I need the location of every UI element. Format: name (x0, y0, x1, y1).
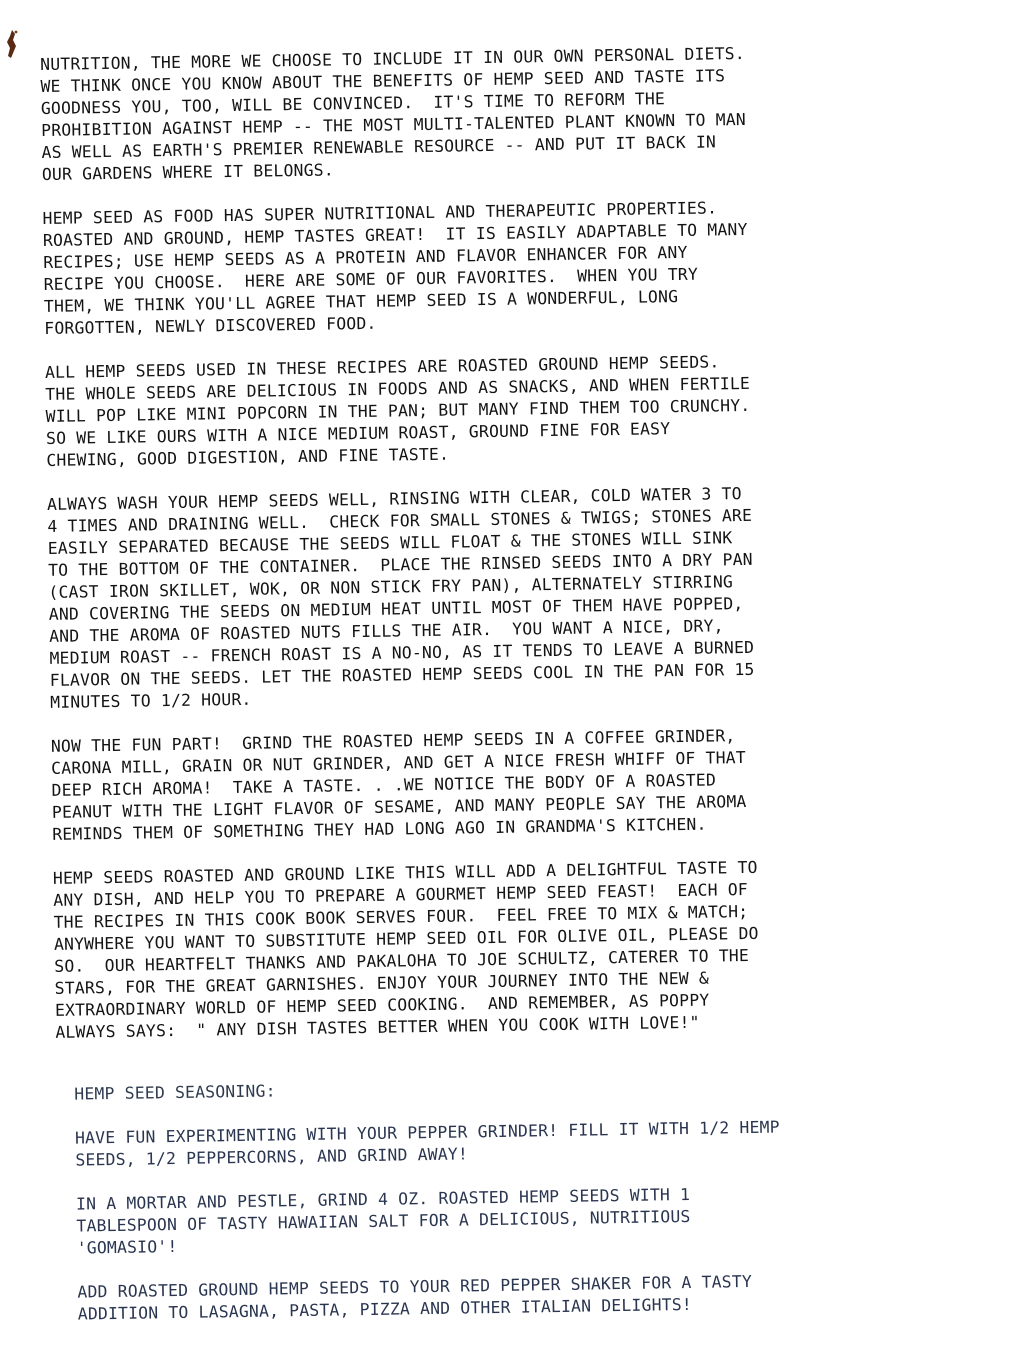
paragraph-washing (47, 479, 970, 713)
text-line: TO THE BOTTOM OF THE CONTAINER. PLACE THE RINSED SEEDS INTO A DRY PAN (47, 549, 753, 580)
text-line: GOODNESS YOU, TOO, WILL BE CONVINCED. IT'S TIME TO REFORM THE (40, 89, 666, 118)
text-line: REMINDS THEM OF SOMETHING THEY HAD LONG AGO IN GRANDMA'S KITCHEN. (52, 814, 707, 844)
text-line: SEEDS, 1/2 PEPPERCORNS, AND GRIND AWAY! (75, 1144, 469, 1170)
text-line: EASILY SEPARATED BECAUSE THE SEEDS WILL FLOAT & THE STONES WILL SINK (47, 528, 733, 558)
text-line: NOW THE FUN PART! GRIND THE ROASTED HEMP SEEDS IN A COFFEE GRINDER, (50, 726, 736, 756)
text-line: OUR GARDENS WHERE IT BELONGS. (41, 160, 334, 184)
text-line: FLAVOR ON THE SEEDS. LET THE ROASTED HEMP SEEDS COOL IN THE PAN FOR 15 (49, 659, 755, 690)
text-line: TABLESPOON OF TASTY HAWAIIAN SALT FOR A DELICIOUS, NUTRITIOUS (76, 1206, 691, 1236)
paragraph-pepper-shaker (59, 1267, 980, 1325)
text-line: THEM, WE THINK YOU'LL AGREE THAT HEMP SEED IS A WONDERFUL, LONG (43, 287, 679, 316)
text-line: FORGOTTEN, NEWLY DISCOVERED FOOD. (44, 313, 377, 338)
text-line: IN A MORTAR AND PESTLE, GRIND 4 OZ. ROASTED HEMP SEEDS WITH 1 (75, 1184, 691, 1214)
text-line: WE THINK ONCE YOU KNOW ABOUT THE BENEFITS OF HEMP SEED AND TASTE ITS (40, 66, 726, 96)
text-line: PEANUT WITH THE LIGHT FLAVOR OF SESAME, AND MANY PEOPLE SAY THE AROMA (51, 791, 747, 822)
text-line: AND THE AROMA OF ROASTED NUTS FILLS THE AIR. YOU WANT A NICE, DRY, (49, 616, 724, 646)
text-line: HEMP SEEDS ROASTED AND GROUND LIKE THIS WILL ADD A DELIGHTFUL TASTE TO (52, 857, 758, 888)
paragraph-recipes-intro (53, 853, 976, 1043)
text-line: ROASTED AND GROUND, HEMP TASTES GREAT! IT IS EASILY ADAPTABLE TO MANY (42, 219, 748, 250)
paragraph-hemp-food (42, 194, 964, 340)
text-line: AS WELL AS EARTH'S PREMIER RENEWABLE RESOURCE -- AND PUT IT BACK IN (41, 132, 717, 162)
text-line: CHEWING, GOOD DIGESTION, AND FINE TASTE. (46, 444, 450, 470)
text-line: DEEP RICH AROMA! TAKE A TASTE. . .WE NOTICE THE BODY OF A ROASTED (51, 770, 717, 800)
text-line: (CAST IRON SKILLET, WOK, OR NON STICK FRY PAN), ALTERNATELY STIRRING (48, 572, 734, 602)
text-line: NUTRITION, THE MORE WE CHOOSE TO INCLUDE IT IN OUR OWN PERSONAL DIETS. (40, 43, 745, 74)
paragraph-intro (40, 40, 962, 186)
text-line: SO WE LIKE OURS WITH A NICE MEDIUM ROAST, GROUND FINE FOR EASY (45, 419, 671, 448)
section-heading-seasoning: HEMP SEED SEASONING: (74, 1081, 276, 1104)
text-line: ANYWHERE YOU WANT TO SUBSTITUTE HEMP SEED OIL FOR OLIVE OIL, PLEASE DO (53, 923, 759, 954)
text-line: HEMP SEED AS FOOD HAS SUPER NUTRITIONAL AND THERAPEUTIC PROPERTIES. (42, 198, 718, 228)
text-line: ALWAYS SAYS: " ANY DISH TASTES BETTER WHEN YOU COOK WITH LOVE!" (55, 1012, 700, 1042)
document-body (40, 40, 980, 1348)
text-line: WILL POP LIKE MINI POPCORN IN THE PAN; BUT MANY FIND THEM TOO CRUNCHY. (45, 395, 751, 426)
text-line: PROHIBITION AGAINST HEMP -- THE MOST MULTI-TALENTED PLANT KNOWN TO MAN (41, 109, 747, 140)
paragraph-roasted-seeds (45, 348, 967, 472)
text-line: RECIPES; USE HEMP SEEDS AS A PROTEIN AND FLAVOR ENHANCER FOR ANY (43, 242, 688, 272)
text-line: EXTRAORDINARY WORLD OF HEMP SEED COOKING. AND REMEMBER, AS POPPY (54, 990, 710, 1020)
text-line: THE WHOLE SEEDS ARE DELICIOUS IN FOODS AND AS SNACKS, AND WHEN FERTILE (45, 373, 751, 404)
text-line: ADDITION TO LASAGNA, PASTA, PIZZA AND OTHER ITALIAN DELIGHTS! (77, 1294, 693, 1324)
paragraph-pepper-grinder (57, 1113, 978, 1171)
ink-speck-icon (4, 28, 18, 62)
text-line: RECIPE YOU CHOOSE. HERE ARE SOME OF OUR FAVORITES. WHEN YOU TRY (43, 264, 699, 294)
text-line: ALL HEMP SEEDS USED IN THESE RECIPES ARE ROASTED GROUND HEMP SEEDS. (44, 352, 720, 382)
text-line: ANY DISH, AND HELP YOU TO PREPARE A GOURMET HEMP SEED FEAST! EACH OF (53, 879, 749, 910)
text-line: MEDIUM ROAST -- FRENCH ROAST IS A NO-NO, AS IT TENDS TO LEAVE A BURNED (49, 637, 755, 668)
text-line: SO. OUR HEARTFELT THANKS AND PAKALOHA TO JOE SCHULTZ, CATERER TO THE (54, 945, 750, 976)
text-line: CARONA MILL, GRAIN OR NUT GRINDER, AND GET A NICE FRESH WHIFF OF THAT (51, 748, 746, 778)
text-line: 'GOMASIO'! (76, 1236, 178, 1258)
text-line: MINUTES TO 1/2 HOUR. (50, 689, 252, 712)
paragraph-grinding (51, 721, 973, 845)
text-line: HAVE FUN EXPERIMENTING WITH YOUR PEPPER GRINDER! FILL IT WITH 1/2 HEMP (74, 1117, 780, 1148)
text-line: ADD ROASTED GROUND HEMP SEEDS TO YOUR RED PEPPER SHAKER FOR A TASTY (77, 1271, 753, 1302)
text-line: STARS, FOR THE GREAT GARNISHES. ENJOY YOUR JOURNEY INTO THE NEW & (54, 968, 710, 998)
text-line: ALWAYS WASH YOUR HEMP SEEDS WELL, RINSING WITH CLEAR, COLD WATER 3 TO (46, 484, 742, 514)
text-line: AND COVERING THE SEEDS ON MEDIUM HEAT UNTIL MOST OF THEM HAVE POPPED, (48, 594, 744, 624)
text-line: 4 TIMES AND DRAINING WELL. CHECK FOR SMALL STONES & TWIGS; STONES ARE (47, 505, 753, 536)
text-line: THE RECIPES IN THIS COOK BOOK SERVES FOUR. FEEL FREE TO MIX & MATCH; (53, 901, 749, 932)
paragraph-gomasio (58, 1179, 979, 1259)
